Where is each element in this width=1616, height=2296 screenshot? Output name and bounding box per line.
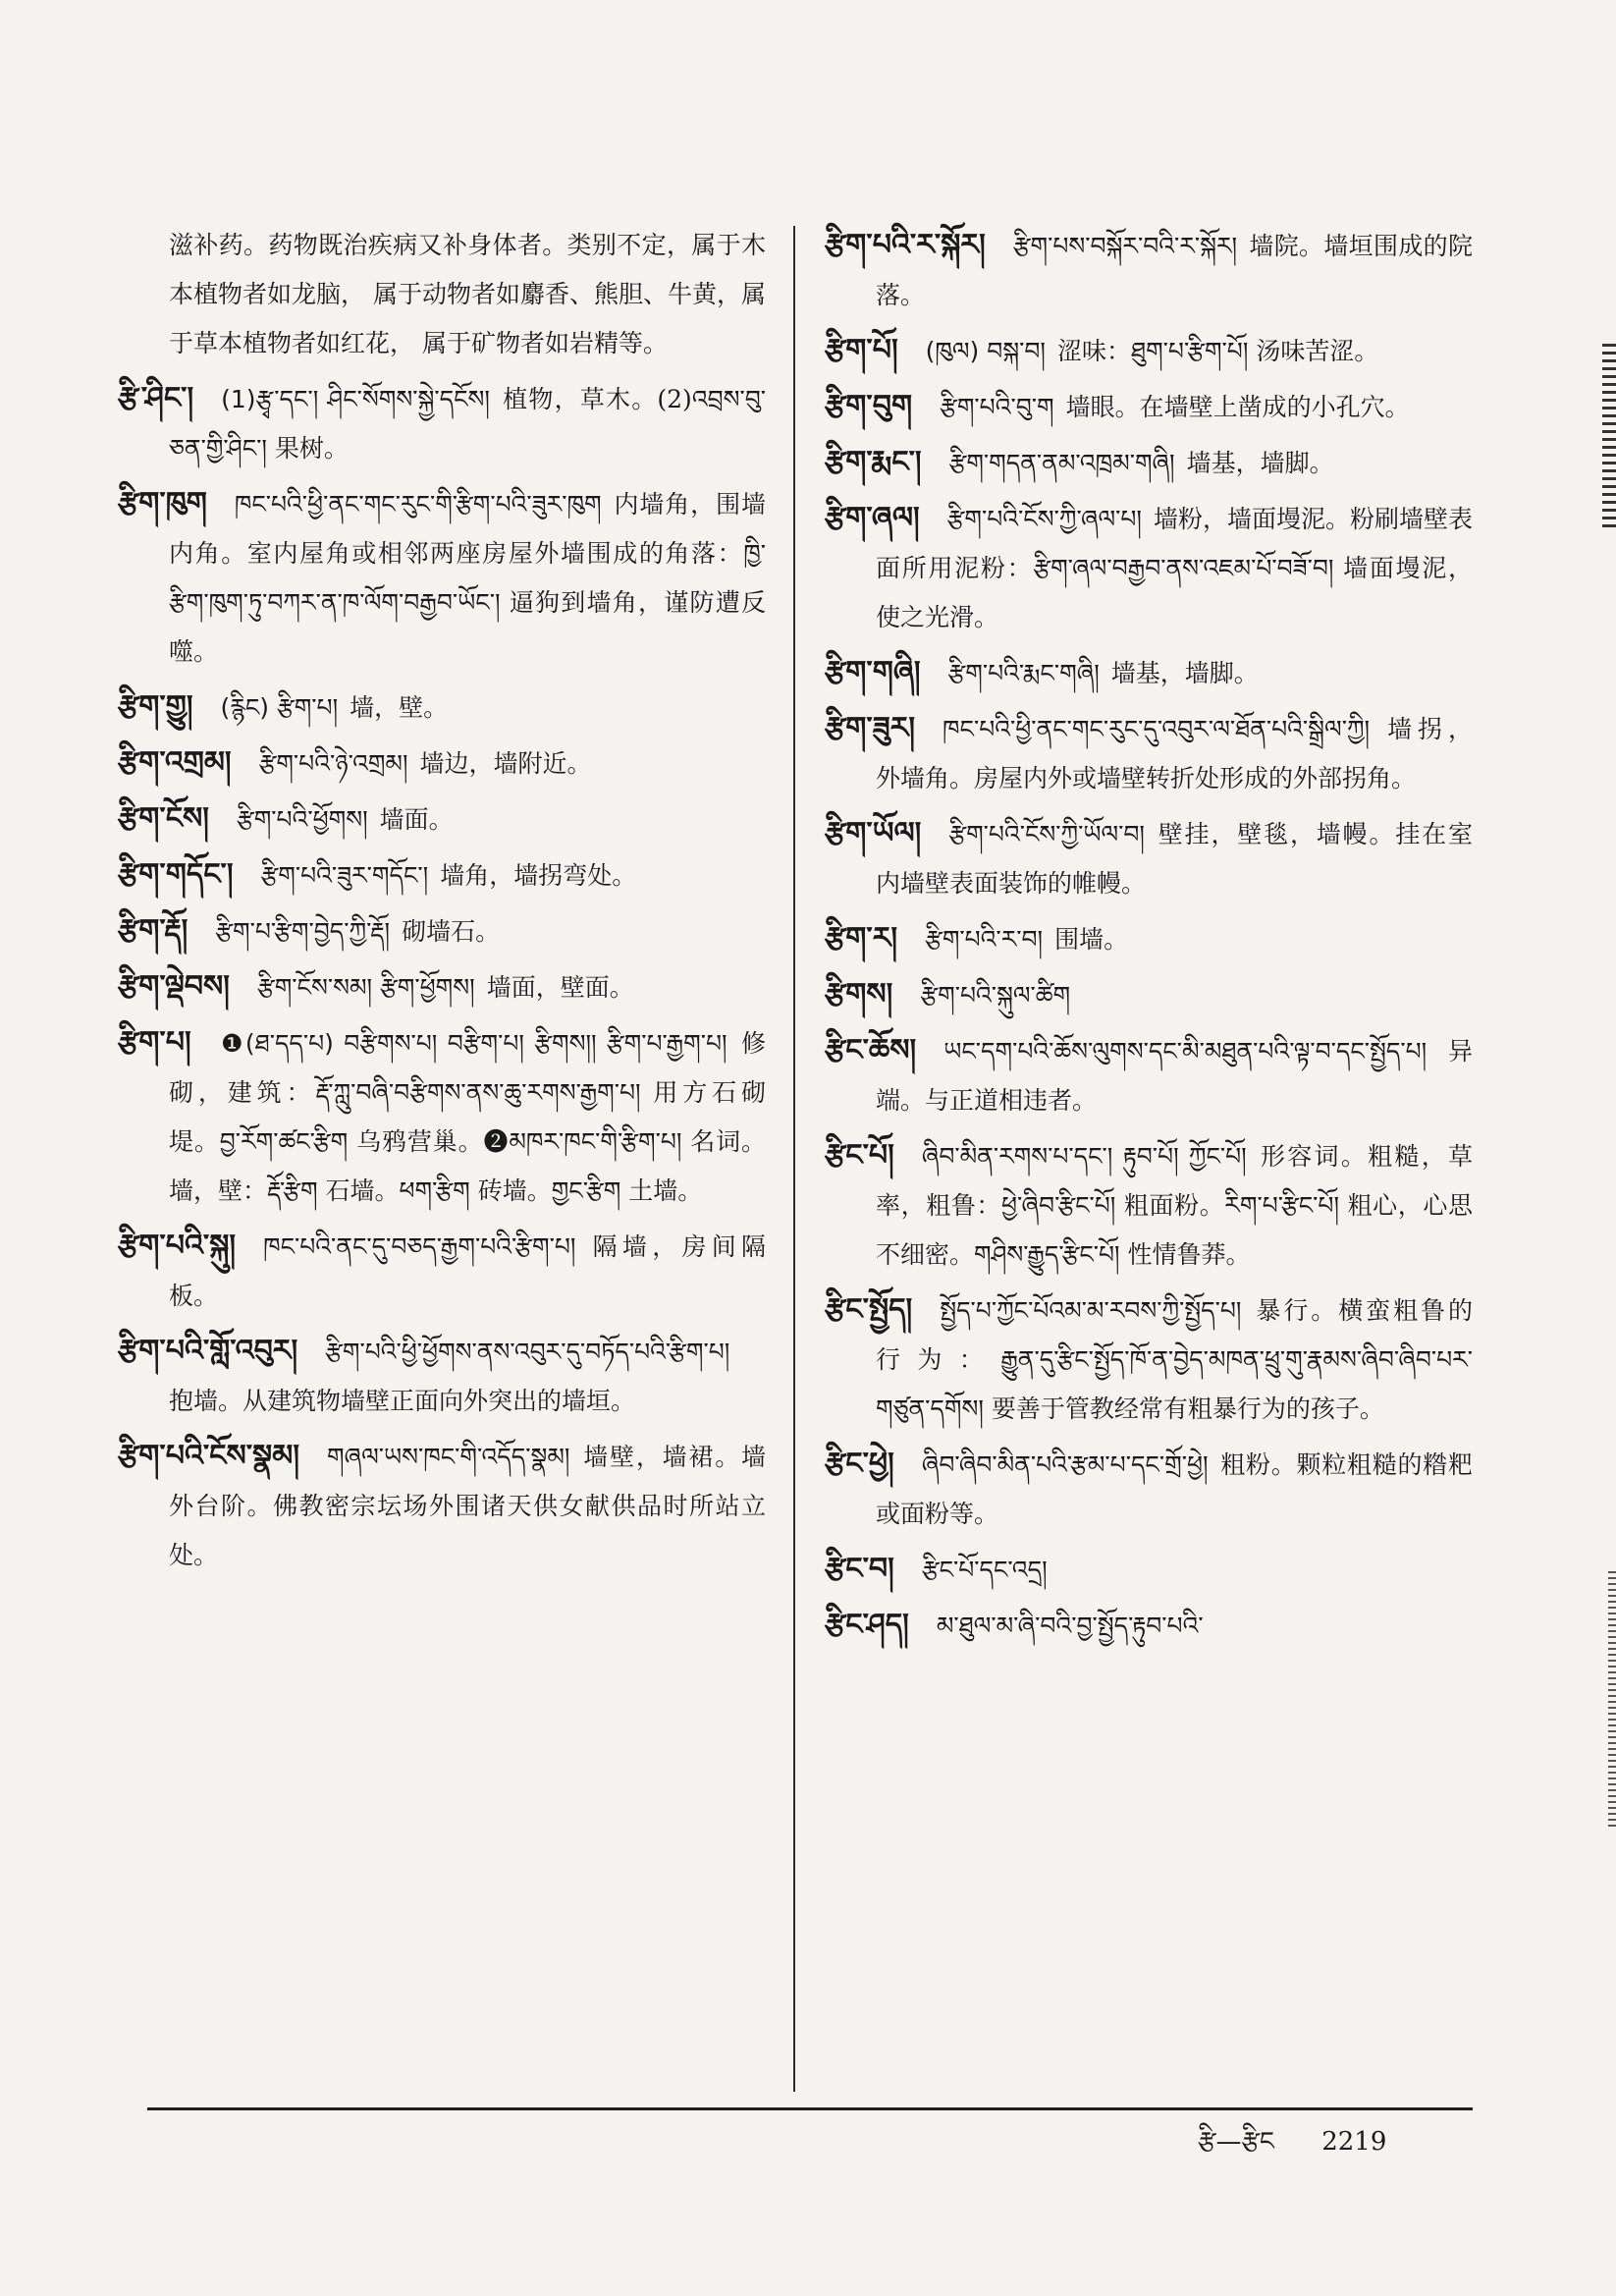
entry-headword: རྩིག་ཡོལ། (825, 816, 922, 850)
dictionary-entry (118, 794, 766, 845)
dictionary-entry (118, 374, 766, 473)
dictionary-entry (825, 438, 1473, 488)
entry-chinese-definition: 壁挂，壁毯，墙幔。挂在室内墙壁表面装饰的帷幔。 (876, 820, 1473, 898)
dictionary-entry (118, 738, 766, 789)
dictionary-entry (825, 970, 1473, 1020)
entry-headword: རྩིགས། (825, 977, 893, 1011)
entry-chinese-definition: 滋补药。药物既治疾病又补身体者。类别不定，属于木本植物者如龙脑， 属于动物者如麝香、熊胆、牛黄，属于草本植物者如红花， 属于矿物者如岩精等。 (169, 231, 766, 357)
entry-headword: རྩིག་པའི་སྐུ། (118, 1229, 237, 1263)
entry-headword: རྩིག་ལྡེབས། (118, 969, 230, 1004)
left-column (118, 221, 766, 1586)
dictionary-entry (825, 1131, 1473, 1280)
entry-chinese-definition: 墙面，壁面。 (486, 973, 634, 1002)
entry-tibetan-definition: མ་ཐུལ་མ་ཞི་བའི་བྱ་སྤྱོད་རྟུབ་པའི་ (936, 1612, 1204, 1640)
entry-tibetan-definition: རྩིག་པའི་ཕྱོགས། (236, 805, 368, 834)
scan-edge-marks (1602, 344, 1616, 530)
dictionary-entry (118, 221, 766, 368)
entry-headword: རྩིག་པ། (118, 1025, 191, 1060)
entry-chinese-definition: 围墙。 (1054, 925, 1129, 954)
entry-chinese-definition: 墙，壁。 (350, 693, 449, 722)
entry-headword: རྩིག་པའི་ར་སྐོར། (825, 228, 986, 262)
dictionary-entry (825, 914, 1473, 964)
footer-rule (147, 2107, 1473, 2110)
entry-chinese-definition: 墙边，墙附近。 (419, 749, 592, 778)
entry-headword: རྩིག་ཁུག (118, 486, 207, 520)
entry-tibetan-definition: ཁང་པའི་ནང་དུ་བཅད་རྒྱག་པའི་རྩིག་པ། (263, 1232, 576, 1261)
entry-chinese-definition: 异端。与正道相违者。 (876, 1037, 1473, 1115)
entry-chinese-definition: 形容词。粗糙，草率，粗鲁：ཕྱེ་ཞིབ་རྩིང་པོ། 粗面粉。རིག་པ་རྩིང་པོ། 粗心，心思不细密。གཤིས་རྒྱུད་རྩིང་པོ། 性情鲁莽。 (876, 1142, 1473, 1269)
entry-tibetan-definition: རྩིག་པའི་རྨང་གཞི། (947, 659, 1100, 687)
entry-tibetan-definition: གཞལ་ཡས་ཁང་གི་འདོད་སྣམ། (326, 1443, 570, 1471)
dictionary-entry (825, 1026, 1473, 1125)
entry-headword: རྩིང་ཕྱེ། (825, 1447, 894, 1481)
dictionary-entry (825, 382, 1473, 432)
entry-headword: རྩིག་རྡོ། (118, 913, 189, 948)
dictionary-entry (825, 1285, 1473, 1434)
entry-chinese-definition: 暴行。横蛮粗鲁的行为：རྒྱུན་དུ་རྩིང་སྤྱོད་ཁོ་ན་བྱེད་མཁན་ཕྲུ་གུ་རྣམས་ཞིབ་ཞིབ་པར་གཙུན་དགོས། 要善于管教经常有粗暴行为的孩子。 (876, 1296, 1473, 1423)
entry-headword: རྩིག་གཞི། (825, 655, 921, 689)
entry-chinese-definition: 隔墙，房间隔板。 (169, 1232, 766, 1310)
entry-chinese-definition: 墙院。墙垣围成的院落。 (876, 232, 1473, 309)
dictionary-entry (825, 648, 1473, 698)
entry-headword: རྩིག་ར། (825, 921, 898, 956)
entry-headword: རྩིང་བ། (825, 1552, 894, 1586)
right-column (825, 221, 1473, 1657)
entry-chinese-definition: 墙基，墙脚。 (1186, 449, 1334, 477)
page-footer (1198, 2113, 1386, 2185)
dictionary-entry (825, 809, 1473, 908)
entry-headword: རྩིག་གདོང་། (118, 857, 234, 892)
entry-headword: རྩིང་སྤྱོད། (825, 1292, 913, 1327)
entry-tibetan-definition: (ཁུལ) བསྐ་བ། (925, 337, 1046, 365)
dictionary-entry (825, 221, 1473, 320)
entry-tibetan-definition: རྩིག་པའི་ཉེ་འགྲམ། (258, 749, 408, 778)
entry-tibetan-definition: (1)རྩྭ་དང་། ཤིང་སོགས་སྐྱེ་དངོས། (221, 385, 490, 413)
entry-chinese-definition: 墙粉，墙面墁泥。粉刷墙壁表面所用泥粉：རྩིག་ཞལ་བརྒྱབ་ནས་འཇམ་པོ་བཟོ་བ། 墙面墁泥，使之光滑。 (876, 505, 1473, 631)
dictionary-entry (118, 1327, 766, 1426)
entry-tibetan-definition: ཡང་དག་པའི་ཆོས་ལུགས་དང་མི་མཐུན་པའི་ལྟ་བ་དང་སྤྱོད་པ། (943, 1037, 1427, 1066)
entry-headword: རྩིག་ཟུར། (825, 711, 916, 745)
entry-tibetan-definition: རྩིག་པའི་ར་བ། (925, 925, 1044, 954)
entry-headword: རྩིག་བུག (825, 389, 913, 423)
entry-tibetan-definition: ཞིབ་མིན་རགས་པ་དང་། རྟུབ་པོ། ཀྱོང་པོ། (921, 1142, 1247, 1171)
entry-chinese-definition: 墙面。 (379, 805, 454, 834)
dictionary-entry (825, 1601, 1473, 1651)
headword-range: རྩི—རྩིང (1198, 2127, 1274, 2157)
entry-chinese-definition: 修砌，建筑：རྡོ་ཀླུ་བཞི་བརྩིགས་ནས་ཆུ་རགས་རྒྱག་པ། 用方石砌堤。བྱ་རོག་ཚང་རྩིག 乌鸦营巢。❷མཁར་ཁང་གི་རྩིག་པ། 名词。墙，壁：རྡོ་རྩིག 石墙。ཕག་རྩིག 砖墙。གྱང་རྩིག 土墙。 (169, 1029, 766, 1205)
dictionary-entry (118, 962, 766, 1012)
dictionary-entry (118, 850, 766, 901)
entry-tibetan-definition: སྤྱོད་པ་ཀྱོང་པོའམ་མ་རབས་ཀྱི་སྤྱོད་པ། (940, 1296, 1242, 1325)
entry-headword: རྩིང་ཆོས། (825, 1033, 917, 1067)
entry-headword: རྩིག་ཞལ། (825, 501, 920, 535)
entry-chinese-definition: 砌墙石。 (402, 917, 501, 946)
entry-tibetan-definition: ❶(ཐ་དད་པ) བརྩིགས་པ། བརྩིག་པ། རྩིགས།། རྩིག་པ་རྒྱག་པ། (218, 1029, 727, 1058)
entry-tibetan-definition: ཁང་པའི་ཕྱི་ནང་གང་རུང་དུ་འབུར་ལ་ཐོན་པའི་སྒྲིལ་ཀྱི། (943, 715, 1371, 743)
entry-headword: རྩིག་འགྲམ། (118, 745, 232, 780)
entry-chinese-definition: 抱墙。从建筑物墙壁正面向外突出的墙垣。 (169, 1387, 636, 1415)
entry-tibetan-definition: རྩིག་པའི་བུ་ག (940, 393, 1054, 421)
entry-headword: རྩིག་རྨང་། (825, 445, 922, 479)
entry-chinese-definition: 墙眼。在墙壁上凿成的小孔穴。 (1065, 393, 1410, 421)
entry-chinese-definition: 粗粉。颗粒粗糙的糌粑或面粉等。 (876, 1450, 1473, 1528)
dictionary-entry (118, 479, 766, 677)
entry-headword: རྩིང་པོ། (825, 1138, 894, 1173)
dictionary-entry (118, 1432, 766, 1580)
entry-tibetan-definition: རྩིག་པའི་ངོས་ཀྱི་ཡོལ་བ། (948, 820, 1145, 848)
entry-tibetan-definition: ཞིབ་ཞིབ་མིན་པའི་རྩམ་པ་དང་གྲོ་ཕྱེ། (921, 1450, 1209, 1479)
entry-headword: རྩིང་ཤད། (825, 1608, 909, 1642)
dictionary-entry (825, 326, 1473, 376)
dictionary-entry (118, 906, 766, 957)
entry-headword: རྩིག་པའི་གློ་འབུར། (118, 1334, 298, 1368)
entry-tibetan-definition: རྩིག་པའི་ཕྱི་ཕྱོགས་ནས་འབུར་དུ་བཏོད་པའི་རྩིག་པ། (325, 1338, 730, 1366)
entry-tibetan-definition: རྩིག་པའི་ངོས་ཀྱི་ཞལ་པ། (946, 505, 1142, 533)
entry-tibetan-definition: རྩིག་པའི་ཟུར་གདོང་། (260, 861, 429, 890)
dictionary-entry (825, 704, 1473, 803)
entry-chinese-definition: 墙基，墙脚。 (1110, 659, 1259, 687)
column-divider (793, 226, 795, 2092)
page-number: 2219 (1321, 2127, 1387, 2157)
entry-headword: རྩིག་གྱུ། (118, 689, 193, 724)
entry-tibetan-definition: རྩིག་པས་བསྐོར་བའི་ར་སྐོར། (1012, 232, 1238, 260)
entry-chinese-definition: 墙角，墙拐弯处。 (440, 861, 637, 890)
dictionary-entry (825, 494, 1473, 642)
entry-tibetan-definition: ཁང་པའི་ཕྱི་ནང་གང་རུང་གི་རྩིག་པའི་ཟུར་ཁུག (234, 490, 602, 519)
dictionary-entry (118, 1018, 766, 1216)
dictionary-entry (118, 683, 766, 733)
entry-headword: རྩིག་པོ། (825, 333, 898, 367)
entry-chinese-definition: 墙拐，外墙角。房屋内外或墙壁转折处形成的外部拐角。 (876, 715, 1473, 793)
entry-tibetan-definition: (རྙིང) རྩིག་པ། (220, 693, 339, 722)
entry-chinese-definition: 植物，草木。(2)འབྲས་བུ་ཅན་གྱི་ཤིང་། 果树。 (169, 385, 766, 463)
entry-chinese-definition: 内墙角，围墙内角。室内屋角或相邻两座房屋外墙围成的角落：ཁྱི་རྩིག་ཁུག་ཏུ་བཀར་ན་ཁ་ལོག་བརྒྱབ་ཡོང་། 逼狗到墙角，谨防遭反噬。 (169, 490, 766, 666)
dictionary-entry (825, 1545, 1473, 1595)
entry-headword: རྩིག་ངོས། (118, 801, 209, 836)
entry-headword: རྩི་ཤིང་། (118, 381, 194, 415)
entry-chinese-definition: 涩味：ཐུག་པ་རྩིག་པོ། 汤味苦涩。 (1056, 337, 1379, 365)
scan-edge-marks-lower (1608, 1571, 1616, 1827)
entry-tibetan-definition: རྩིག་གདན་ནམ་འཁྲམ་གཞི། (948, 449, 1175, 477)
entry-tibetan-definition: རྩིག་པ་རྩིག་བྱེད་ཀྱི་རྡོ། (215, 917, 391, 946)
entry-tibetan-definition: རྩིང་པོ་དང་འདྲ། (921, 1556, 1048, 1584)
entry-headword: རྩིག་པའི་ངོས་སྣམ། (118, 1439, 299, 1473)
entry-chinese-definition: 墙壁，墙裙。墙外台阶。佛教密宗坛场外围诸天供女献供品时所站立处。 (169, 1443, 766, 1569)
dictionary-entry (118, 1222, 766, 1321)
entry-tibetan-definition: རྩིག་ངོས་སམ། རྩིག་ཕྱོགས། (256, 973, 475, 1002)
dictionary-entry (825, 1440, 1473, 1539)
entry-tibetan-definition: རྩིག་པའི་སྐུལ་ཚིག (920, 981, 1071, 1010)
